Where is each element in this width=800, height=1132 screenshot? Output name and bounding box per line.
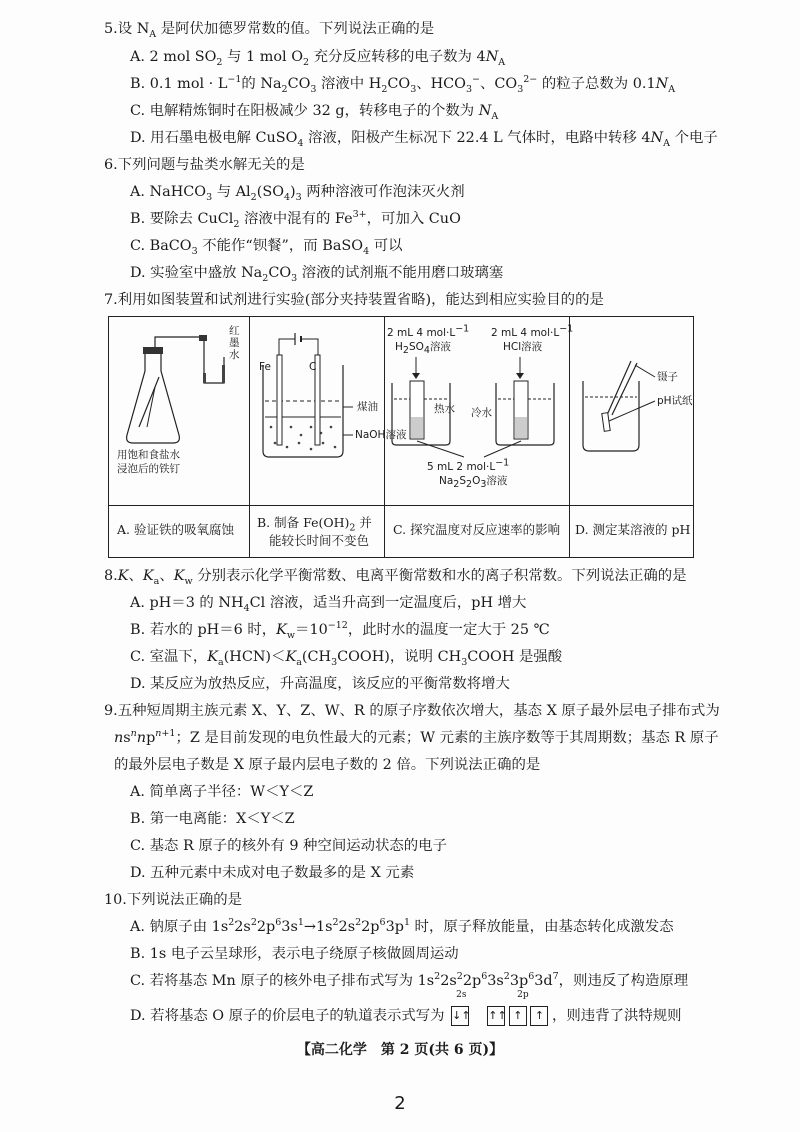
- option-a-caption: A. 验证铁的吸氧腐蚀: [117, 522, 234, 537]
- option-b-caption-2: 能较长时间不变色: [269, 533, 370, 548]
- option-d-caption: D. 测定某溶液的 pH: [575, 522, 691, 537]
- q6-option-c: C. BaCO$_3$ 不能作“钡餐”，而 BaSO$_4$ 可以: [130, 238, 403, 257]
- figure-b-fe-label: Fe: [259, 361, 271, 373]
- q10-option-d: [130, 990, 682, 1026]
- option-c-caption: C. 探究温度对反应速率的影响: [393, 522, 561, 537]
- figure-c-cold-water: 冷水: [471, 407, 492, 419]
- q9-stem-line-1: 9.五种短周期主族元素 X、Y、Z、W、R 的原子序数依次增大，基态 X 原子最外层电子排布式为: [104, 703, 720, 719]
- q10-option-c: C. 若将基态 Mn 原子的核外电子排布式写为 $1s^22s^22p^63s^23p^63d^7$，则违反了构造原理: [130, 971, 689, 989]
- figure-d-tweezers-label: 镊子: [657, 371, 678, 383]
- q5-stem: 5.设 $N_A$ 是阿伏加德罗常数的值。下列说法正确的是: [104, 21, 435, 40]
- orbital-2p-box-3: ↑: [530, 1006, 548, 1026]
- figure-d-ph-paper-label: pH试纸: [657, 395, 693, 407]
- figure-c-hcl-label: HCl溶液: [503, 341, 543, 353]
- q6-option-a: A. NaHCO$_3$ 与 $Al_2(SO_4)_3$ 两种溶液可作泡沫灭火剂: [130, 184, 465, 203]
- q5-option-d: D. 用石墨电极电解 CuSO$_4$ 溶液，阳极产生标况下 22.4 L 气体时，电路中转移 $4N_A$ 个电子: [130, 130, 718, 149]
- figure-a-label-1: 用饱和食盐水: [117, 449, 180, 461]
- q6-option-b: B. 要除去 CuCl$_2$ 溶液中混有的 $Fe^{3+}$，可加入 CuO: [130, 209, 461, 230]
- figure-c-hot-water: 热水: [434, 403, 455, 415]
- q10-stem: 10.下列说法正确的是: [104, 892, 243, 908]
- figure-c-na2s2o3-conc: 5 mL 2 $mol\cdot L^{-1}$: [427, 457, 510, 473]
- q9-option-c: C. 基态 R 原子的核外有 9 种空间运动状态的电子: [130, 838, 447, 854]
- figure-c-na2s2o3-label: $Na_2S_2O_3$溶液: [439, 475, 508, 491]
- orbital-2p-label: 2p: [517, 990, 529, 1000]
- q9-option-a: A. 简单离子半径：W＜Y＜Z: [130, 784, 314, 800]
- figure-a-label-red-ink: 红墨水: [229, 325, 240, 361]
- q6-option-d: D. 实验室中盛放 $Na_2CO_3$ 溶液的试剂瓶不能用磨口玻璃塞: [130, 265, 504, 284]
- orbital-diagram: [451, 990, 547, 1026]
- figure-b-naoh-label: NaOH溶液: [355, 429, 407, 441]
- q10-option-b: B. 1s 电子云呈球形，表示电子绕原子核做圆周运动: [130, 946, 459, 962]
- page-footer: 【高二化学 第 2 页(共 6 页)】: [296, 1042, 504, 1058]
- figure-c-h2so4-label: $H_2SO_4$溶液: [395, 341, 451, 357]
- orbital-2p-box-1: ↑↑: [487, 1006, 505, 1026]
- q10-option-a: A. 钠原子由 $1s^22s^22p^63s^1\to 1s^22s^22p^63p^1$ 时，原子释放能量，由基态转化成激发态: [130, 917, 674, 935]
- q8-option-a: A. pH＝3 的 $NH_4Cl$ 溶液，适当升高到一定温度后，pH 增大: [130, 595, 527, 614]
- q7-figure-table: [108, 316, 694, 558]
- figure-b-c-label: C: [309, 361, 317, 373]
- q6-stem: 6.下列问题与盐类水解无关的是: [104, 157, 305, 173]
- q5-option-c: C. 电解精炼铜时在阳极减少 32 g，转移电子的个数为 $N_A$: [130, 103, 499, 122]
- option-b-caption-1: B. 制备 $Fe(OH)_2$ 并: [257, 515, 372, 534]
- figure-c-hcl-conc: 2 mL 4 $mol\cdot L^{-1}$: [491, 323, 574, 339]
- figure-c-h2so4-conc: 2 mL 4 $mol\cdot L^{-1}$: [387, 323, 470, 339]
- page-number: 2: [394, 1093, 406, 1114]
- q8-option-c: C. 室温下，$K_a(HCN)<K_a(CH_3COOH)$，说明 $CH_3COOH$ 是强酸: [130, 649, 563, 668]
- q5-option-b: B. 0.1 mol · $L^{-1}$的 $Na_2CO_3$ 溶液中 $H_2CO_3$、$HCO_3^-$、$CO_3^{2-}$ 的粒子总数为 $0.1N_A$: [130, 74, 676, 95]
- q10-option-d-text: D. 若将基态 O 原子的价层电子的轨道表示式写为: [130, 1008, 445, 1024]
- orbital-2s-box: ↓↑: [451, 1006, 469, 1026]
- q5-option-a: A. 2 mol $SO_2$ 与 1 mol $O_2$ 充分反应转移的电子数为 $4N_A$: [130, 49, 506, 68]
- q9-option-d: D. 五种元素中未成对电子数最多的是 X 元素: [130, 865, 415, 881]
- q9-stem-line-2: $ns^nnp^{n+1}$；Z 是目前发现的电负性最大的元素；W 元素的主族序数等于其周期数；基态 R 原子: [114, 728, 719, 746]
- figure-d-apparatus: [569, 317, 693, 505]
- q7-stem: 7.利用如图装置和试剂进行实验(部分夹持装置省略)，能达到相应实验目的的是: [104, 292, 604, 308]
- q9-stem-line-3: 的最外层电子数是 X 原子最内层电子数的 2 倍。下列说法正确的是: [114, 757, 541, 773]
- figure-a-label-2: 浸泡后的铁钉: [117, 463, 180, 475]
- figure-a-apparatus: [109, 317, 249, 505]
- figure-b-kerosene-label: 煤油: [357, 401, 378, 413]
- q8-option-b: B. 若水的 pH＝6 时，$K_w=10^{-12}$，此时水的温度一定大于 25 ℃: [130, 620, 550, 641]
- orbital-2p-box-2: ↑: [509, 1006, 527, 1026]
- q10-option-d-text-end: ，则违背了洪特规则: [552, 1008, 682, 1024]
- q9-option-b: B. 第一电离能：X＜Y＜Z: [130, 811, 295, 827]
- orbital-2s-label: 2s: [456, 990, 467, 1000]
- q8-option-d: D. 某反应为放热反应，升高温度，该反应的平衡常数将增大: [130, 676, 510, 692]
- q8-stem: 8.K、$K_a$、$K_w$ 分别表示化学平衡常数、电离平衡常数和水的离子积常数。下列说法正确的是: [104, 568, 687, 587]
